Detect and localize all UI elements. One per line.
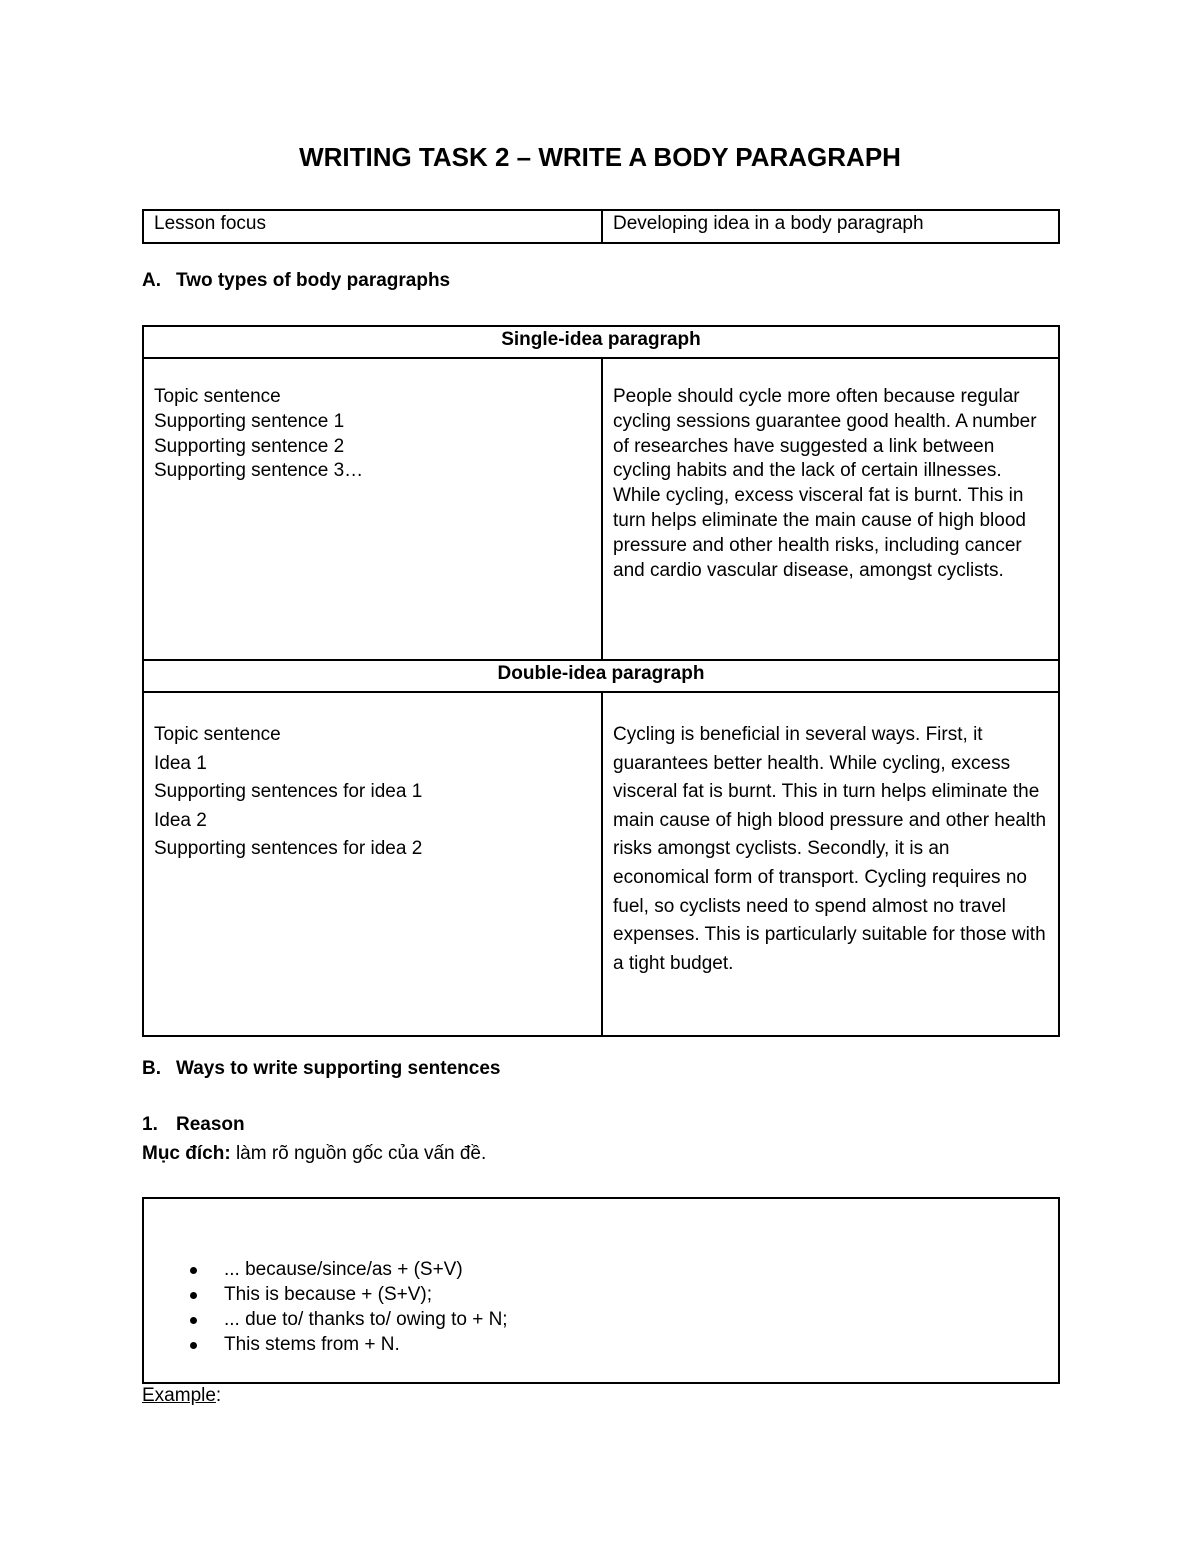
paragraph-types-table	[142, 325, 1060, 1037]
double-idea-structure	[143, 692, 602, 1036]
structure-line: Idea 1	[154, 752, 207, 774]
reason-structure-list	[186, 1257, 508, 1357]
reason-title: Reason	[176, 1114, 245, 1135]
section-a-title: Two types of body paragraphs	[176, 270, 451, 291]
structure-line: Supporting sentences for idea 2	[154, 838, 423, 860]
purpose-line	[142, 1143, 486, 1165]
double-idea-header-row	[143, 660, 1059, 692]
list-item-text: ... because/since/as + (S+V)	[224, 1259, 463, 1280]
bullet-icon	[190, 1342, 197, 1349]
lesson-focus-value: Developing idea in a body paragraph	[602, 210, 1059, 243]
structure-line: Idea 2	[154, 809, 207, 831]
list-item	[186, 1307, 508, 1332]
single-idea-example: People should cycle more often because regular cycling sessions guarantee good health. A number of researches have suggested a link between cycling habits and the lack of certain illnesses. While cycling, excess visceral fat is burnt. This in turn helps eliminate the main cause of high blood pressure and other health risks, including cancer and cardio vascular disease, amongst cyclists.	[602, 358, 1059, 660]
lesson-focus-row	[143, 210, 1059, 243]
double-idea-example: Cycling is beneficial in several ways. First, it guarantees better health. While cycling, excess visceral fat is burnt. This in turn helps eliminate the main cause of high blood pressure and other health risks amongst cyclists. Secondly, it is an economical form of transport. Cycling requires no fuel, so cyclists need to spend almost no travel expenses. This is particularly suitable for those with a tight budget.	[602, 692, 1059, 1036]
example-label-colon: :	[215, 1385, 222, 1406]
structure-line: Topic sentence	[154, 724, 281, 745]
bullet-icon	[190, 1267, 197, 1274]
list-item-text: ... due to/ thanks to/ owing to + N;	[224, 1309, 508, 1330]
list-item	[186, 1332, 508, 1357]
example-label-text: Example	[142, 1385, 216, 1406]
section-a-number: A.	[142, 270, 161, 291]
example-label	[142, 1385, 221, 1407]
list-item	[186, 1282, 508, 1307]
section-b-heading	[142, 1058, 500, 1080]
purpose-label: Mục đích:	[142, 1143, 231, 1164]
list-item-text: This stems from + N.	[224, 1334, 400, 1355]
purpose-text: làm rõ nguồn gốc của vấn đề.	[230, 1143, 487, 1164]
page-title: WRITING TASK 2 – WRITE A BODY PARAGRAPH	[299, 142, 901, 172]
reason-number: 1.	[142, 1114, 158, 1135]
lesson-focus-table	[142, 209, 1060, 244]
reason-heading	[142, 1114, 245, 1136]
structure-line: Supporting sentence 2	[154, 435, 345, 457]
section-b-number: B.	[142, 1058, 161, 1079]
lesson-focus-label: Lesson focus	[143, 210, 602, 243]
reason-structures-box	[142, 1197, 1060, 1384]
structure-line: Supporting sentence 1	[154, 410, 345, 432]
structure-line: Supporting sentence 3…	[154, 460, 364, 482]
double-idea-header: Double-idea paragraph	[143, 660, 1059, 692]
bullet-icon	[190, 1317, 197, 1324]
single-idea-structure	[143, 358, 602, 660]
structure-line: Supporting sentences for idea 1	[154, 781, 423, 803]
bullet-icon	[190, 1292, 197, 1299]
single-idea-header-row	[143, 326, 1059, 358]
structure-line: Topic sentence	[154, 386, 281, 407]
list-item	[186, 1257, 508, 1282]
list-item-text: This is because + (S+V);	[224, 1284, 433, 1305]
section-a-heading	[142, 270, 450, 292]
double-idea-row	[143, 692, 1059, 1036]
single-idea-row	[143, 358, 1059, 660]
single-idea-header: Single-idea paragraph	[143, 326, 1059, 358]
section-b-title: Ways to write supporting sentences	[176, 1058, 501, 1079]
